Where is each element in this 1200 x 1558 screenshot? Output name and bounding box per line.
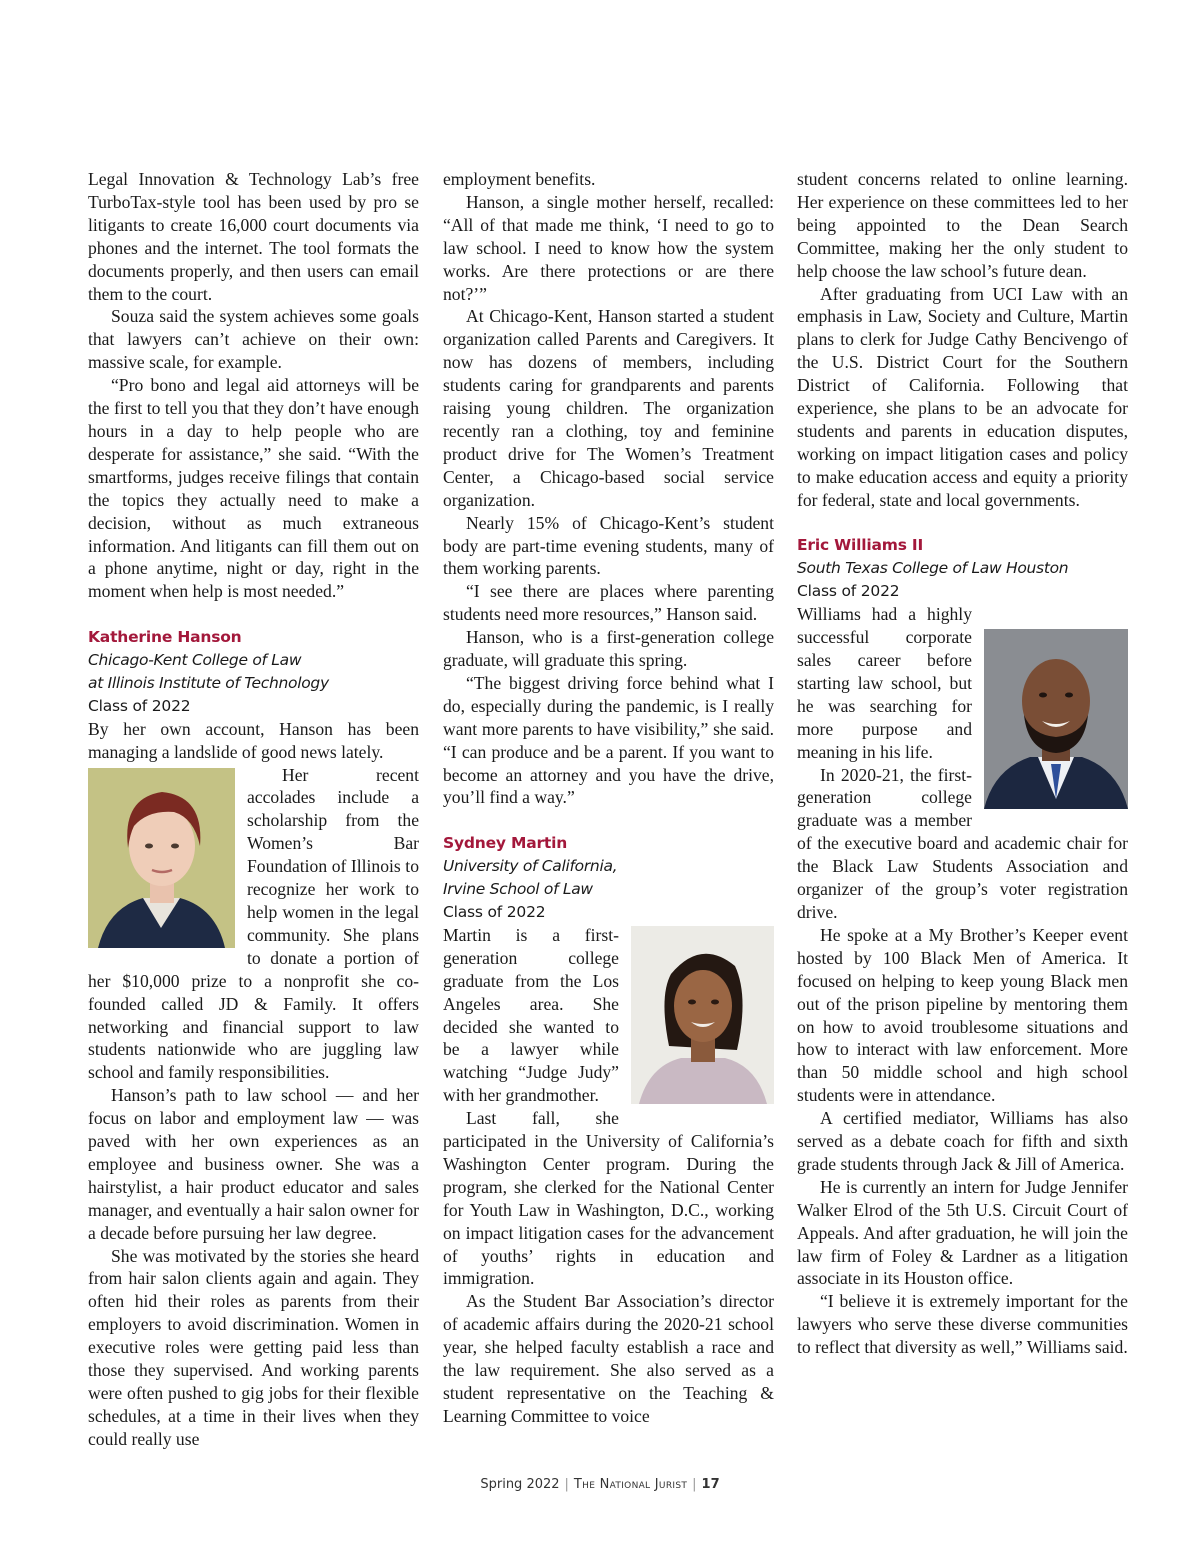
page-number: 17: [701, 1477, 720, 1492]
profile-name: Sydney Martin: [443, 834, 568, 853]
profile-school: South Texas College of Law Houston: [797, 559, 1069, 578]
profile-class-year: Class of 2022: [443, 902, 546, 921]
profile-class-year: Class of 2022: [88, 696, 191, 715]
paragraph: Hanson, who is a first-generation college graduate, will graduate this spring.: [443, 627, 774, 671]
paragraph: At Chicago-Kent, Hanson started a student organization called Parents and Caregivers. It now has dozens of members, including students caring for grandparents and parents raising young children. The organization recently ran a clothing, toy and feminine product drive for The Women’s Treatment Center, a Chicago-based social service organization.: [443, 306, 774, 510]
paragraph: He is currently an intern for Judge Jennifer Walker Elrod of the 5th U.S. Circuit Court of Appeals. And after graduation, he will join the law firm of Foley & Lardner as a litigation associate in its Houston office.: [797, 1176, 1128, 1289]
profile-name: Eric Williams II: [797, 536, 924, 555]
paragraph: After graduating from UCI Law with an emphasis in Law, Society and Culture, Martin plans to clerk for Judge Cathy Bencivengo of the U.S. District Court for the Southern District of California. Following that experience, she plans to be an advocate for students and parents in education disputes, working on impact litigation cases and policy to make education access and equity a priority for federal, state and local governments.: [797, 283, 1128, 510]
profile-school: Chicago-Kent College of Law: [88, 651, 302, 670]
portrait-photo-icon: [88, 768, 235, 948]
paragraph: Her recent accolades include a scholarship from the Women’s Bar Foundation of Illinois to recognize her work to help women in the legal community. She plans to donate a portion of her $10,000 prize to a nonprofit she co-founded called JD & Family. It offers networking and financial support to law students nationwide who are juggling law school and family responsibilities.: [88, 764, 419, 1083]
profile-school: Irvine School of Law: [443, 880, 593, 899]
paragraph: Legal Innovation & Technology Lab’s free TurboTax-style tool has been used by pro se litigants to create 16,000 court documents via phones and the internet. The tool formats the documents properly, and then users can email them to the court.: [88, 169, 419, 304]
paragraph: As the Student Bar Association’s director of academic affairs during the 2020-21 school year, she helped faculty establish a race and the law requirement. She also served as a student representative on the Teaching & Learning Committee to voice: [443, 1291, 774, 1426]
paragraph: He spoke at a My Brother’s Keeper event hosted by 100 Black Men of America. It focused on helping to keep young Black men out of the prison pipeline by mentoring them on how to avoid troublesome situations and how to interact with law enforcement. More than 50 middle school and high school students were in attendance.: [797, 924, 1128, 1106]
footer-magazine-name: The National Jurist: [573, 1477, 688, 1492]
paragraph: “Pro bono and legal aid attorneys will be the first to tell you that they don’t have enough hours in a day to help people who are desperate for assistance,” she said. “With the smartforms, judges receive filings that contain the topics they actually need to make a decision, without as much extraneous information. And litigants can fill them out on a phone anytime, night or day, right in the moment when help is most needed.”: [88, 375, 419, 602]
paragraph: Last fall, she participated in the University of California’s Washington Center program. During the program, she clerked for the National Center for Youth Law in Washington, D.C., working on impact litigation cases for the advancement of youths’ rights in education and immigration.: [443, 1108, 774, 1289]
profile-school: University of California,: [443, 857, 618, 876]
paragraph: In 2020-21, the first-generation college graduate was a member of the executive board and academic chair for the Black Law Students Association and organizer of the group’s voter registration drive.: [797, 764, 1128, 922]
profile-name: Katherine Hanson: [88, 628, 242, 647]
paragraph: Williams had a highly successful corporate sales career before starting law school, but he was searching for more purpose and meaning in his life.: [797, 604, 972, 762]
martin-portrait-photo: [631, 926, 774, 1104]
article-column-3: [797, 168, 1128, 1359]
williams-portrait-photo: [984, 629, 1128, 809]
paragraph: She was motivated by the stories she heard from hair salon clients again and again. They often hid their roles as parents from their employers to avoid discrimination. Women in executive roles were getting paid less than those they supervised. And working parents were often pushed to gig jobs for their flexible schedules, at a time in their lives when they could really use: [88, 1245, 419, 1449]
article-column-2: [443, 168, 774, 1428]
footer-issue: Spring 2022: [480, 1477, 560, 1492]
paragraph: “I believe it is extremely important for the lawyers who serve these diverse communities to reflect that diversity as well,” Williams said.: [797, 1291, 1128, 1358]
portrait-photo-icon: [984, 629, 1128, 809]
paragraph: Martin is a first-generation college graduate from the Los Angeles area. She decided she wanted to be a lawyer while watching “Judge Judy” with her grandmother.: [443, 924, 619, 1106]
portrait-photo-icon: [631, 926, 774, 1104]
profile-class-year: Class of 2022: [797, 582, 900, 601]
paragraph: Hanson’s path to law school — and her focus on labor and employment law — was paved with her own experiences as an employee and business owner. She was a hairstylist, a hair product educator and sales manager, and eventually a hair salon owner for a decade before pursuing her law degree.: [88, 1085, 419, 1243]
article-column-1: [88, 168, 419, 1451]
footer-divider: |: [564, 1477, 569, 1492]
hanson-portrait-photo: [88, 768, 235, 948]
paragraph: Souza said the system achieves some goals that lawyers can’t achieve on their own: massive scale, for example.: [88, 306, 419, 373]
paragraph: student concerns related to online learning. Her experience on these committees led to her being appointed to the Dean Search Committee, making her the only student to help choose the law school’s future dean.: [797, 169, 1128, 281]
paragraph: By her own account, Hanson has been managing a landslide of good news lately.: [88, 718, 419, 762]
page-footer: [0, 1477, 1200, 1492]
paragraph: A certified mediator, Williams has also served as a debate coach for fifth and sixth grade students through Jack & Jill of America.: [797, 1108, 1128, 1174]
paragraph: employment benefits.: [443, 169, 596, 189]
footer-divider: |: [692, 1477, 697, 1492]
paragraph: “I see there are places where parenting students need more resources,” Hanson said.: [443, 581, 774, 625]
paragraph: “The biggest driving force behind what I do, especially during the pandemic, is I really want more parents to have visibility,” she said. “I can produce and be a parent. If you want to become an attorney and you have the drive, you’ll find a way.”: [443, 672, 774, 808]
profile-school: at Illinois Institute of Technology: [88, 673, 329, 692]
paragraph: Nearly 15% of Chicago-Kent’s student body are part-time evening students, many of them working parents.: [443, 512, 774, 579]
paragraph: Hanson, a single mother herself, recalled: “All of that made me think, ‘I need to go to law school. I need to know how the system works. Are there protections or are there not?’”: [443, 191, 774, 304]
